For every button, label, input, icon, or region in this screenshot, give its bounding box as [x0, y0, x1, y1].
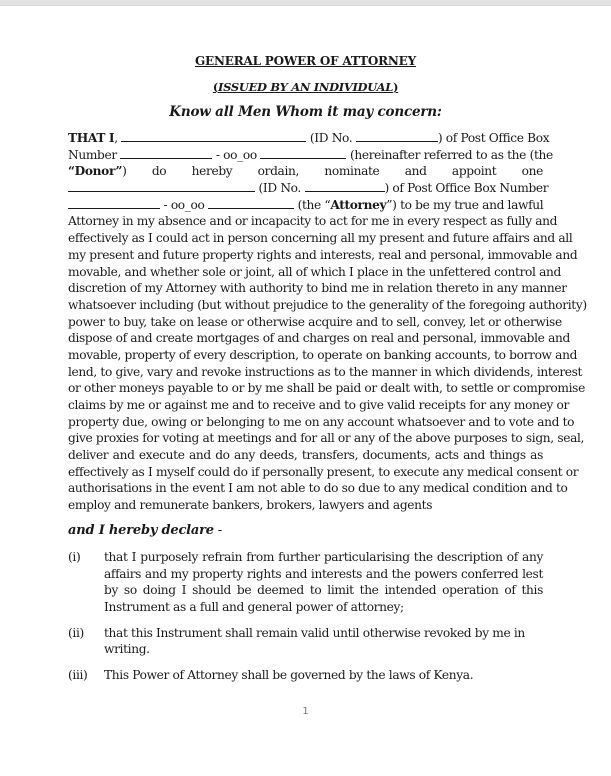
body-line: whatsoever including (but without prejudice to the generality of the foregoing authority)	[68, 297, 587, 312]
body-line: Attorney in my absence and or incapacity to act for me in every respect as fully and	[68, 214, 558, 229]
greeting-heading: Know all Men Whom it may concern:	[169, 104, 442, 120]
attorney-id-blank[interactable]	[305, 180, 385, 192]
body-line: or other moneys payable to or by me shall be paid or dealt with, to settle or compromise	[68, 381, 585, 396]
declare-heading: and I hereby declare -	[68, 522, 222, 538]
document-subtitle	[68, 79, 543, 104]
body-line: Number - oo_oo (hereinafter referred to as the (the	[68, 147, 553, 162]
body-line: deliver and execute and do any deeds, transfers, documents, acts and things as	[68, 448, 543, 463]
donor-name-blank[interactable]	[121, 130, 306, 142]
body-line: claims by me or against me and to receive and to give valid receipts for any money or	[68, 398, 569, 412]
attorney-pobox-blank[interactable]	[68, 197, 160, 209]
donor-term: “Donor”	[68, 164, 123, 179]
clause-text: that I purposely refrain from further particularising the description of any affairs and my property rights and interests and the powers conferred lest by so doing I should be deemed to limit the intended operation of this Instrument as a full and general power of attorney;	[104, 549, 543, 614]
body-line: THAT I, (ID No. ) of Post Office Box	[68, 131, 550, 145]
donor-pobox-blank[interactable]	[120, 147, 212, 159]
attorney-name-blank[interactable]	[68, 180, 255, 192]
body-line: (ID No. ) of Post Office Box Number	[68, 180, 543, 197]
subtitle-text: ISSUED BY AN INDIVIDUAL	[218, 80, 393, 94]
body-line: authorisations in the event I am not able to do so due to any medical condition and to	[68, 481, 568, 496]
clause-text: This Power of Attorney shall be governed by the laws of Kenya.	[104, 668, 474, 683]
body-line: my present and future property rights and interests, real and personal, immovable and	[68, 247, 578, 262]
clause-number: (iii)	[68, 668, 88, 683]
attorney-term: Attorney	[330, 197, 387, 212]
clause-item	[68, 667, 543, 684]
document-page	[0, 6, 611, 776]
subtitle-close-paren: )	[392, 80, 399, 94]
document-title: GENERAL POWER OF ATTORNEY	[194, 54, 416, 68]
page-number: 1	[302, 706, 309, 717]
body-line: effectively as I could act in person concerning all my present and future affairs and all	[68, 231, 573, 246]
document-content	[68, 53, 587, 693]
body-line: give proxies for voting at meetings and for all or any of the above purposes to sign, seal,	[68, 431, 585, 446]
body-line: lend, to give, vary and revoke instructions as to the manner in which dividends, interest	[68, 364, 583, 379]
clause-number: (ii)	[68, 625, 84, 640]
donor-intro-label: THAT I	[68, 131, 115, 145]
body-line: - oo_oo (the “Attorney”) to be my true and lawful	[68, 197, 543, 214]
donor-id-blank[interactable]	[356, 130, 438, 142]
clause-item	[68, 625, 543, 658]
body-line: movable, and whether sole or joint, all of which I place in the unfettered control and	[68, 264, 561, 279]
body-line: dispose of and create mortgages of and charges on real and personal, immovable and	[68, 331, 570, 346]
body-line: discretion of my Attorney with authority to bind me in relation thereto in any manner	[68, 281, 567, 296]
body-line: effectively as I myself could do if personally present, to execute any medical consent or	[68, 464, 579, 479]
subtitle-open-paren: (	[212, 80, 218, 94]
clause-text: that this Instrument shall remain valid until otherwise revoked by me in writing.	[104, 625, 525, 657]
donor-town-blank[interactable]	[260, 147, 346, 159]
clause-number: (i)	[68, 549, 81, 564]
attorney-town-blank[interactable]	[208, 197, 294, 209]
body-line: employ and remunerate bankers, brokers, lawyers and agents	[68, 498, 433, 513]
body-line: movable, property of every description, to operate on banking accounts, to borrow and	[68, 347, 578, 362]
body-line: power to buy, take on lease or otherwise acquire and to sell, convey, let or otherwise	[68, 314, 562, 329]
body-line: “Donor”) do hereby ordain, nominate and appoint one	[68, 164, 543, 179]
declaration-clauses	[68, 549, 543, 684]
body-paragraph	[68, 130, 587, 514]
body-line: property due, owing or belonging to me on any account whatsoever and to vote and to	[68, 414, 575, 429]
clause-item	[68, 549, 543, 616]
